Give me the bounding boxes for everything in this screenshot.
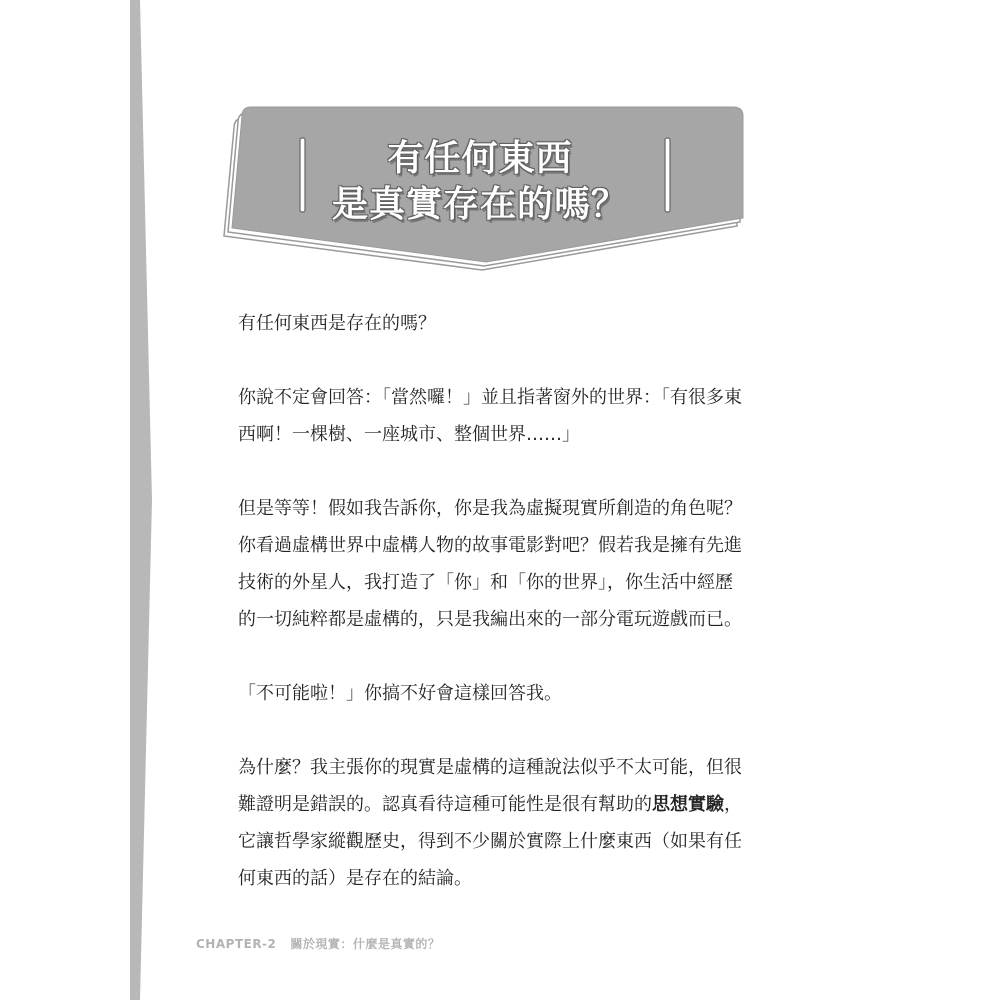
right-bar	[665, 138, 670, 212]
title-line-1: 有任何東西	[387, 138, 573, 179]
chapter-title: 關於現實：什麼是真實的？	[290, 937, 441, 951]
page-footer	[196, 935, 440, 952]
chapter-label: CHAPTER-2	[196, 937, 277, 951]
paragraph-4: 「不可能啦！」你搞不好會這樣回答我。	[238, 683, 562, 704]
paragraph-1: 有任何東西是存在的嗎？	[238, 313, 436, 334]
body-text	[238, 305, 750, 897]
title-line-2: 是真實存在的嗎？	[331, 184, 628, 225]
paragraph-5-end: ，它讓哲學家縱觀歷史，得到不少關於實際上什麼東西（如果有任何東西的話）是存在的結論。	[238, 794, 742, 889]
paragraph-5	[238, 749, 750, 897]
book-spine	[0, 0, 160, 1000]
page-title	[300, 136, 660, 228]
paragraph-3: 但是等等！假如我告訴你，你是我為虛擬現實所創造的角色呢？你看過虛構世界中虛構人物的故事電影對吧？假若我是擁有先進技術的外星人，我打造了「你」和「你的世界」，你生活中經歷的一切純粹都是虛構的，只是我編出來的一部分電玩遊戲而已。	[238, 498, 742, 630]
thought-experiment-term: 思想實驗	[652, 794, 724, 815]
paragraph-2: 你說不定會回答：「當然囉！」並且指著窗外的世界：「有很多東西啊！一棵樹、一座城市、整個世界……」	[238, 387, 742, 445]
paragraph-5-start: 為什麼？我主張你的現實是虛構的這種說法似乎不太可能，但很難證明是錯誤的。認真看待這種可能性是很有幫助的	[238, 757, 742, 815]
